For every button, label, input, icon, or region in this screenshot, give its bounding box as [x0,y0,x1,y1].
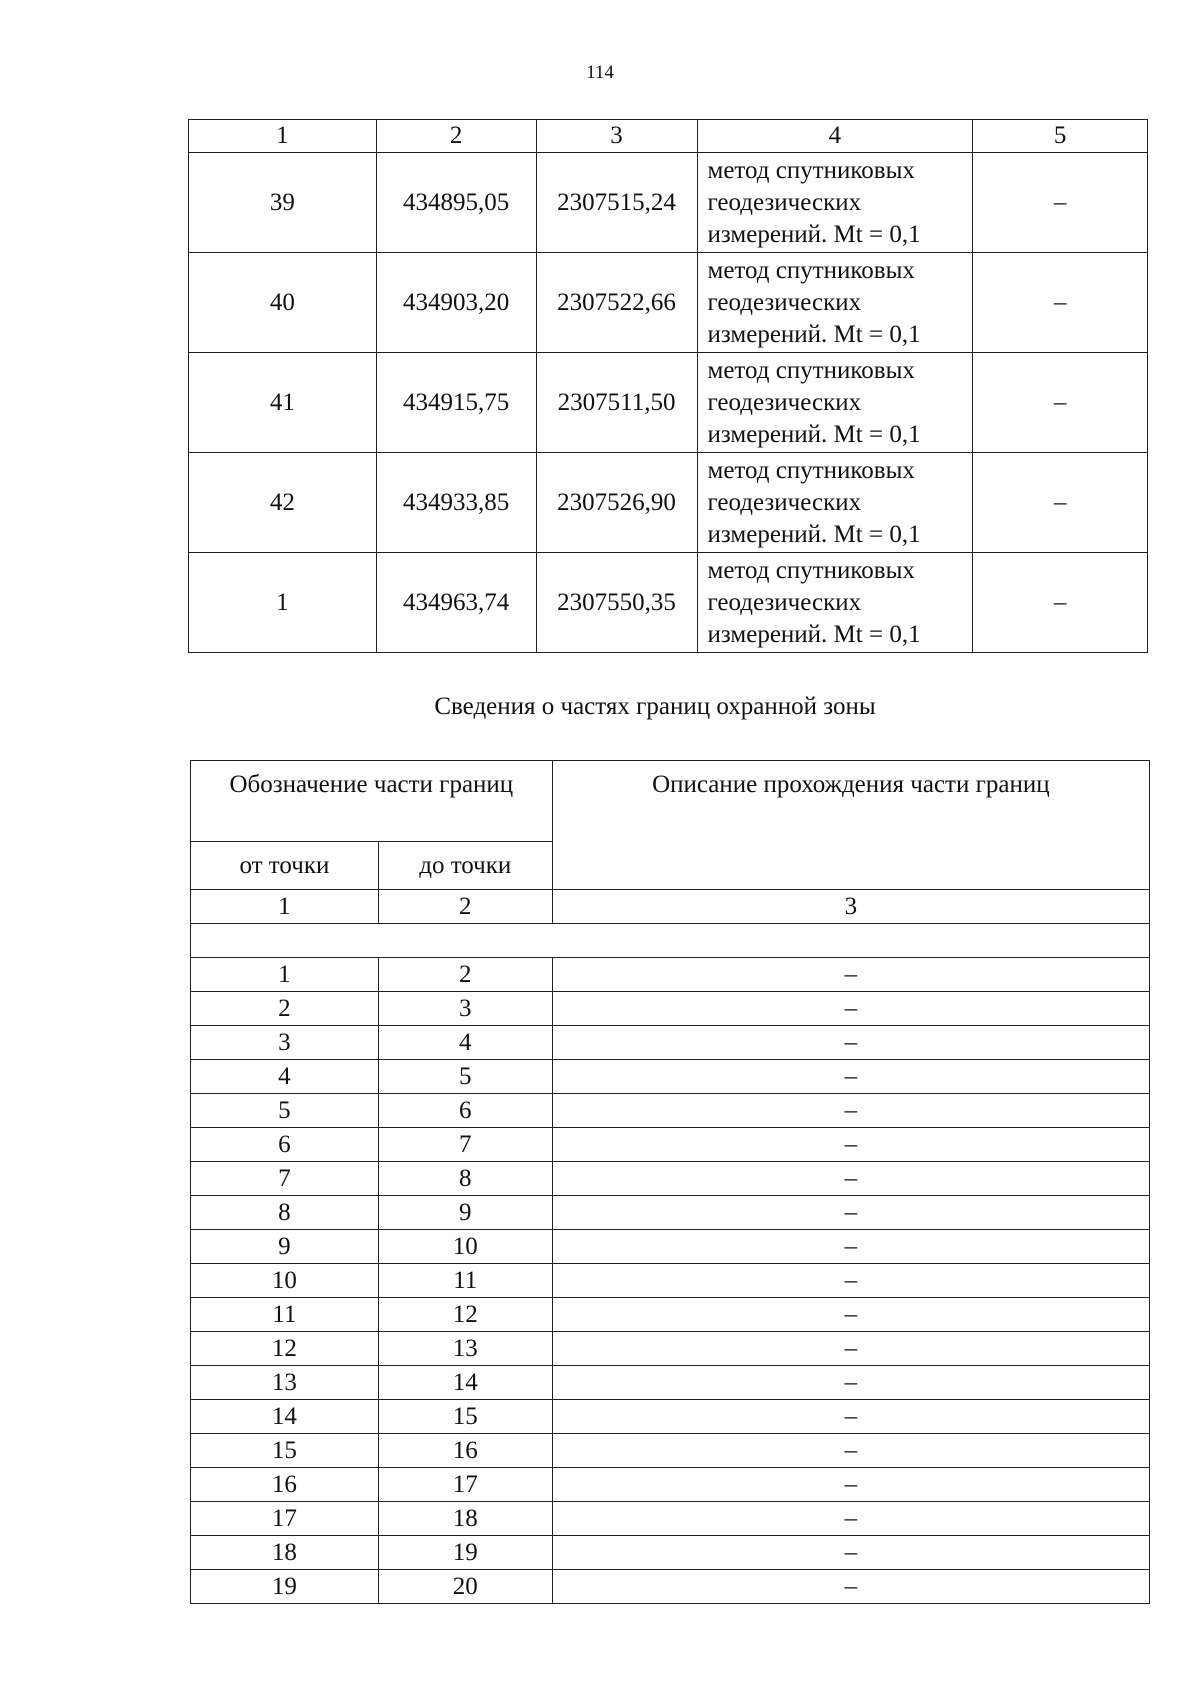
from-point: 8 [191,1196,379,1230]
description-cell: – [552,1332,1149,1366]
to-point: 13 [378,1332,552,1366]
page-number: 114 [586,62,614,83]
to-point: 12 [378,1298,552,1332]
method-cell [697,353,973,453]
description-cell: – [552,1468,1149,1502]
note-cell: – [973,253,1148,353]
from-point: 14 [191,1400,379,1434]
point-number: 42 [189,453,377,553]
description-cell: – [552,1434,1149,1468]
table-row [191,1434,1150,1468]
method-line: метод спутниковых [707,456,915,484]
description-cell: – [552,1196,1149,1230]
from-point-header: от точки [191,842,379,890]
method-line: геодезических [707,388,862,416]
description-cell: – [552,958,1149,992]
coordinate-x: 434963,74 [376,553,536,653]
column-number: 3 [536,120,697,153]
table-row [191,1026,1150,1060]
coordinate-y: 2307550,35 [536,553,697,653]
table-row [191,1196,1150,1230]
method-line: геодезических [707,188,862,216]
method-cell [697,253,973,353]
to-point: 8 [378,1162,552,1196]
designation-header: Обозначение части границ [191,761,553,842]
coordinates-table [188,119,1148,653]
from-point: 7 [191,1162,379,1196]
to-point: 2 [378,958,552,992]
table-row [191,1502,1150,1536]
point-number: 40 [189,253,377,353]
to-point: 4 [378,1026,552,1060]
note-cell: – [973,353,1148,453]
to-point: 9 [378,1196,552,1230]
description-cell: – [552,1570,1149,1604]
column-number: 4 [697,120,973,153]
from-point: 19 [191,1570,379,1604]
table-row [191,958,1150,992]
method-line: геодезических [707,488,862,516]
coordinate-x: 434933,85 [376,453,536,553]
note-cell: – [973,153,1148,253]
to-point: 14 [378,1366,552,1400]
description-cell: – [552,1162,1149,1196]
column-number: 2 [376,120,536,153]
method-line: метод спутниковых [707,256,915,284]
to-point: 6 [378,1094,552,1128]
to-point: 18 [378,1502,552,1536]
method-cell [697,153,973,253]
description-cell: – [552,992,1149,1026]
method-cell [697,453,973,553]
table-row [191,1536,1150,1570]
method-line: метод спутниковых [707,156,915,184]
description-header: Описание прохождения части границ [552,761,1149,890]
to-point: 5 [378,1060,552,1094]
to-point: 11 [378,1264,552,1298]
method-line: геодезических [707,588,862,616]
table-row [191,1570,1150,1604]
description-cell: – [552,1366,1149,1400]
method-line: метод спутниковых [707,556,915,584]
coordinate-x: 434895,05 [376,153,536,253]
coordinate-x: 434903,20 [376,253,536,353]
to-point: 10 [378,1230,552,1264]
table-row [191,1332,1150,1366]
coordinate-y: 2307526,90 [536,453,697,553]
from-point: 2 [191,992,379,1026]
from-point: 3 [191,1026,379,1060]
header-row [189,120,1148,153]
column-number: 3 [552,890,1149,924]
table-row [189,453,1148,553]
method-line: измерений. Mt = 0,1 [707,220,921,248]
to-point: 17 [378,1468,552,1502]
description-cell: – [552,1230,1149,1264]
blank-row [191,924,1150,958]
from-point: 17 [191,1502,379,1536]
method-line: измерений. Mt = 0,1 [707,620,921,648]
to-point: 19 [378,1536,552,1570]
table-row [191,1366,1150,1400]
note-cell: – [973,453,1148,553]
from-point: 1 [191,958,379,992]
description-cell: – [552,1128,1149,1162]
from-point: 12 [191,1332,379,1366]
description-cell: – [552,1298,1149,1332]
from-point: 16 [191,1468,379,1502]
to-point: 16 [378,1434,552,1468]
coordinate-y: 2307522,66 [536,253,697,353]
method-line: измерений. Mt = 0,1 [707,520,921,548]
column-number: 1 [191,890,379,924]
from-point: 18 [191,1536,379,1570]
boundary-parts-table [190,760,1150,1604]
table-row [191,1468,1150,1502]
method-line: измерений. Mt = 0,1 [707,320,921,348]
column-number: 1 [189,120,377,153]
from-point: 11 [191,1298,379,1332]
table-row [191,1162,1150,1196]
description-cell: – [552,1094,1149,1128]
description-cell: – [552,1502,1149,1536]
table-row [191,1128,1150,1162]
method-line: метод спутниковых [707,356,915,384]
note-cell: – [973,553,1148,653]
table-row [189,253,1148,353]
description-cell: – [552,1264,1149,1298]
table-row [189,553,1148,653]
method-cell [697,553,973,653]
from-point: 10 [191,1264,379,1298]
from-point: 5 [191,1094,379,1128]
from-point: 4 [191,1060,379,1094]
coordinate-y: 2307511,50 [536,353,697,453]
point-number: 39 [189,153,377,253]
table-row [191,1264,1150,1298]
to-point: 7 [378,1128,552,1162]
point-number: 1 [189,553,377,653]
from-point: 9 [191,1230,379,1264]
coordinate-y: 2307515,24 [536,153,697,253]
table-row [191,1400,1150,1434]
from-point: 15 [191,1434,379,1468]
to-point: 3 [378,992,552,1026]
table-row [189,153,1148,253]
to-point-header: до точки [378,842,552,890]
method-line: измерений. Mt = 0,1 [707,420,921,448]
table-row [191,1060,1150,1094]
to-point: 20 [378,1570,552,1604]
description-cell: – [552,1400,1149,1434]
point-number: 41 [189,353,377,453]
section-title: Сведения о частях границ охранной зоны [434,693,876,720]
from-point: 13 [191,1366,379,1400]
table-row [191,1094,1150,1128]
description-cell: – [552,1536,1149,1570]
column-number: 2 [378,890,552,924]
method-line: геодезических [707,288,862,316]
column-number: 5 [973,120,1148,153]
table-row [191,1230,1150,1264]
description-cell: – [552,1026,1149,1060]
table-row [189,353,1148,453]
coordinate-x: 434915,75 [376,353,536,453]
description-cell: – [552,1060,1149,1094]
from-point: 6 [191,1128,379,1162]
to-point: 15 [378,1400,552,1434]
table-row [191,1298,1150,1332]
table-row [191,992,1150,1026]
